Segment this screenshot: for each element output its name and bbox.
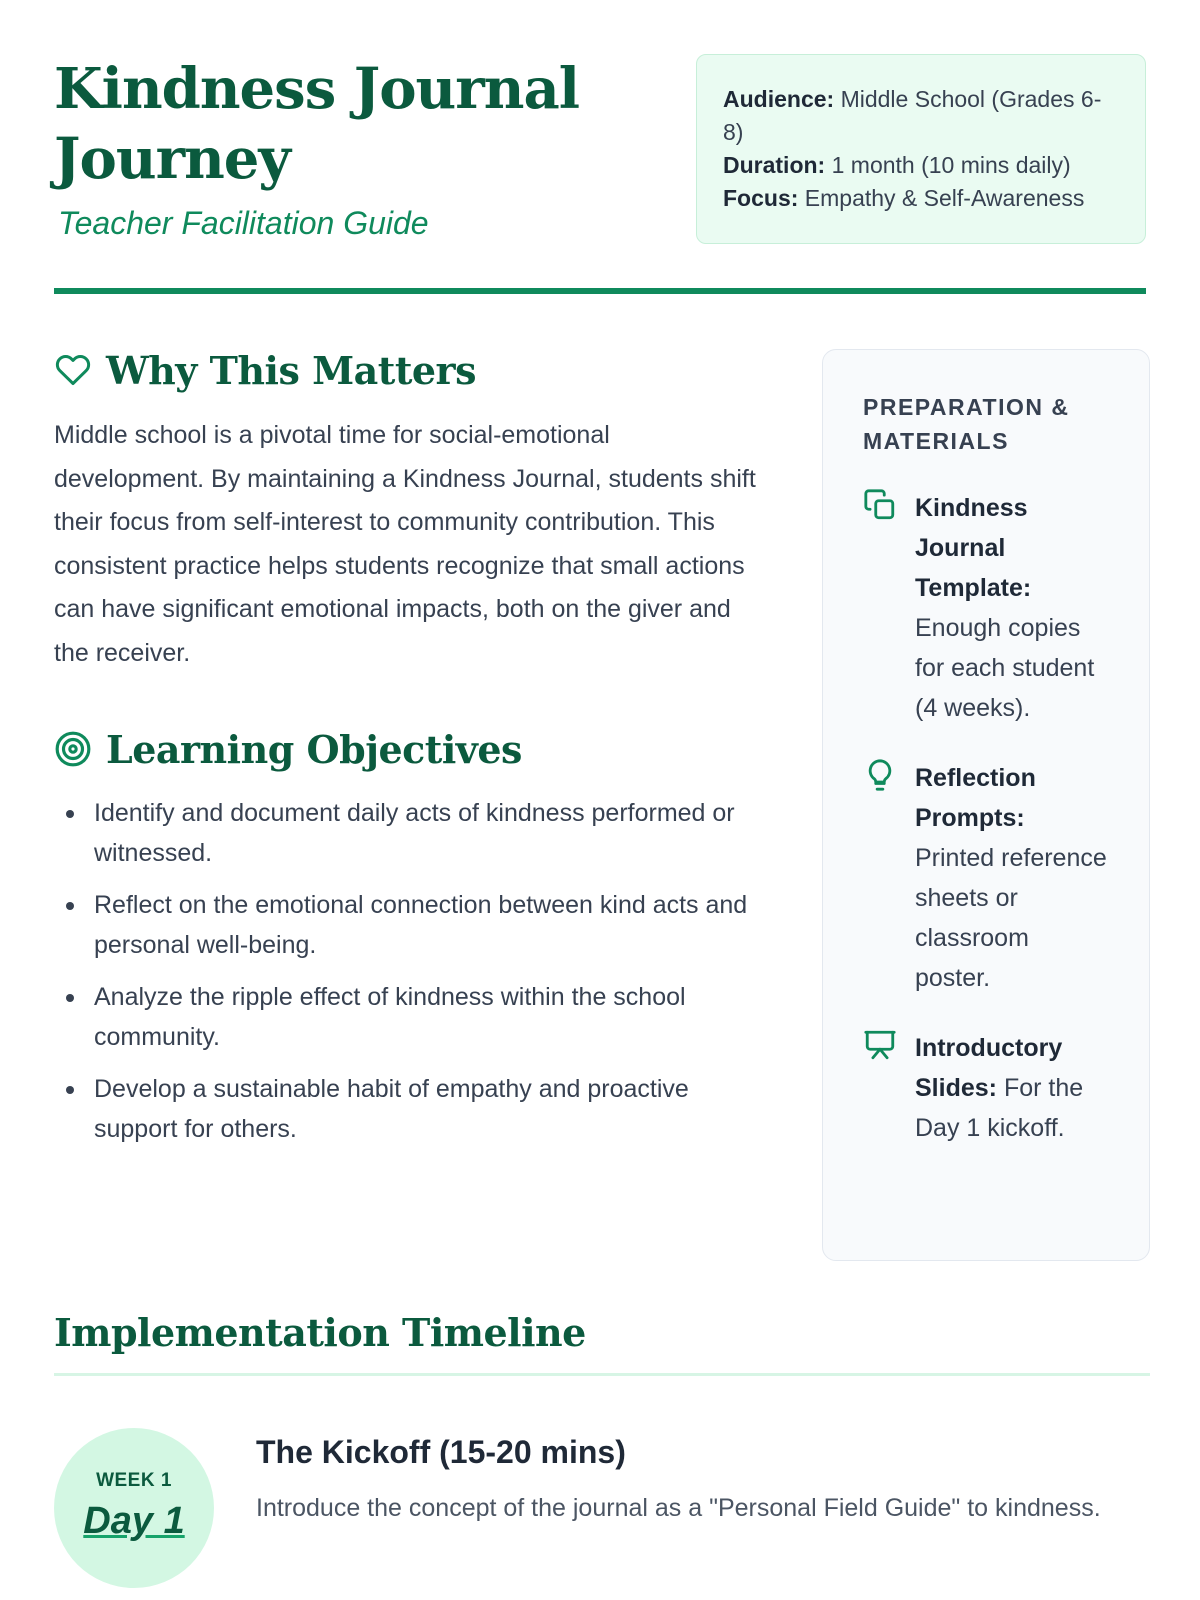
timeline-item-title: The Kickoff (15-20 mins) (256, 1434, 626, 1470)
list-item: Analyze the ripple effect of kindness within the school community. (54, 977, 764, 1057)
prep-item-text (915, 488, 1109, 728)
meta-label: Duration: (723, 152, 826, 178)
prep-item-text (915, 1028, 1109, 1148)
prep-item-desc: For the Day 1 kickoff. (915, 1074, 1084, 1142)
meta-audience (723, 83, 1119, 149)
meta-label: Focus: (723, 185, 799, 211)
objectives-heading (54, 719, 764, 779)
timeline-section (54, 1310, 1150, 1598)
presentation-icon (863, 1028, 897, 1062)
meta-value: Empathy & Self-Awareness (804, 185, 1085, 211)
header (54, 0, 1146, 295)
preparation-title: PREPARATION & MATERIALS (863, 394, 1070, 454)
list-item: Identify and document daily acts of kindness performed or witnessed. (54, 793, 764, 873)
prep-item-label: Reflection Prompts: (915, 764, 1036, 832)
week-label: WEEK 1 (96, 1470, 172, 1491)
meta-box (696, 54, 1146, 244)
why-heading (54, 340, 764, 400)
heart-icon (54, 352, 92, 388)
objectives-heading-text: Learning Objectives (106, 726, 522, 772)
meta-value: Middle School (Grades 6-8) (723, 86, 1102, 145)
day-label: Day 1 (83, 1500, 185, 1542)
prep-item-label: Introductory Slides: (915, 1034, 1063, 1102)
why-body: Middle school is a pivotal time for social-emotional development. By maintaining a Kindness Journal, students shift their focus from self-interest to community contribution. This consistent practice helps students recognize that small actions can have significant emotional impacts, both on the giver and the receiver. (54, 421, 756, 667)
meta-focus (723, 182, 1119, 215)
prep-item-template (863, 488, 1109, 728)
preparation-card (822, 349, 1150, 1261)
timeline-item (54, 1428, 1150, 1598)
objectives-list (54, 793, 764, 1149)
target-icon (54, 730, 92, 768)
timeline-item-desc: Introduce the concept of the journal as a "Personal Field Guide" to kindness. (256, 1494, 1101, 1522)
timeline-heading: Implementation Timeline (54, 1310, 586, 1355)
day-badge (54, 1428, 214, 1588)
timeline-divider (54, 1373, 1150, 1376)
page-title: Kindness Journal Journey (54, 56, 580, 192)
header-divider (54, 288, 1146, 294)
prep-item-desc: Enough copies for each student (4 weeks). (915, 614, 1095, 722)
prep-item-text (915, 758, 1109, 998)
meta-label: Audience: (723, 86, 835, 112)
meta-value: 1 month (10 mins daily) (831, 152, 1071, 178)
main-column (54, 340, 764, 1161)
prep-item-desc: Printed reference sheets or classroom poster. (915, 844, 1107, 992)
copy-icon (863, 488, 897, 522)
page-subtitle: Teacher Facilitation Guide (58, 205, 429, 241)
list-item: Reflect on the emotional connection between kind acts and personal well-being. (54, 885, 764, 965)
prep-item-label: Kindness Journal Template: (915, 494, 1032, 602)
list-item: Develop a sustainable habit of empathy and proactive support for others. (54, 1069, 764, 1149)
prep-item-prompts (863, 758, 1109, 998)
prep-item-slides (863, 1028, 1109, 1148)
meta-duration (723, 149, 1119, 182)
lightbulb-icon (863, 758, 897, 792)
why-heading-text: Why This Matters (106, 347, 476, 393)
